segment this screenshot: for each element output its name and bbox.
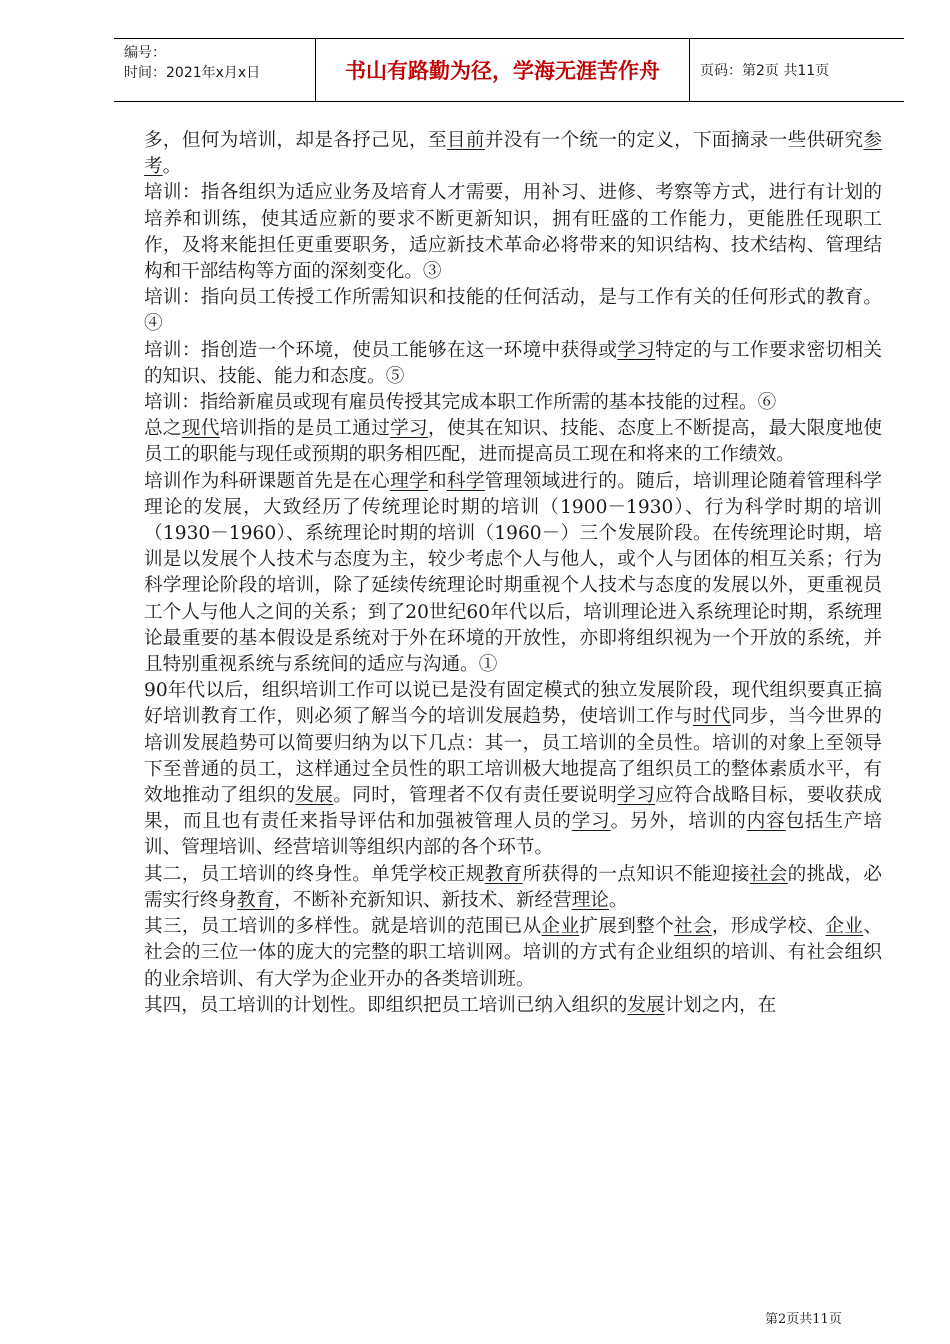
underlined-term: 教育 bbox=[484, 863, 523, 885]
text-run: 所获得的一点知识不能迎接 bbox=[522, 863, 750, 885]
text-run: 计划之内，在 bbox=[664, 994, 777, 1016]
underlined-term: 目前 bbox=[446, 130, 485, 151]
underlined-term: 教育 bbox=[236, 889, 275, 911]
underlined-term: 学习 bbox=[571, 811, 611, 833]
body-paragraph bbox=[144, 390, 882, 416]
text-run: 扩展到整个 bbox=[579, 916, 675, 938]
text-run: 包括生产培训、管理培训、经营培训等组织内部的各个环节。 bbox=[144, 811, 882, 859]
text-run: 90年代以后，组织培训工作可以说已是没有固定模式的独立发展阶段，现代组织要真正搞好培训教育工作，则必须了解当今的培训发展趋势，使培训工作与 bbox=[144, 680, 882, 728]
underlined-term: 现代 bbox=[181, 418, 220, 440]
underlined-term: 社会 bbox=[674, 916, 712, 938]
body-paragraph bbox=[144, 678, 882, 861]
underlined-term: 参考 bbox=[144, 130, 882, 178]
underlined-term: 理论 bbox=[571, 889, 609, 911]
underlined-term: 发展 bbox=[627, 994, 665, 1016]
body-paragraph bbox=[144, 469, 882, 679]
page-footer: 第2页共11页 bbox=[765, 1312, 842, 1327]
underlined-term: 企业 bbox=[541, 916, 580, 938]
text-run: 的挑战，必需实行终身 bbox=[144, 863, 882, 911]
text-run: 。同时，管理者不仅有责任要说明 bbox=[333, 785, 618, 807]
text-run: 多，但何为培训，却是各抒己见，至 bbox=[144, 130, 447, 151]
body-paragraph bbox=[144, 128, 882, 180]
text-run: 其二，员工培训的终身性。单凭学校正规 bbox=[144, 863, 485, 885]
body-paragraph bbox=[144, 338, 882, 390]
text-run: 培训：指创造一个环境，使员工能够在这一环境中获得或 bbox=[144, 339, 618, 361]
header-meta-cell bbox=[114, 39, 316, 101]
document-body bbox=[144, 128, 882, 1019]
text-run: 。 bbox=[162, 156, 182, 178]
underlined-term: 学习 bbox=[617, 785, 656, 807]
text-run: 。另外，培训的 bbox=[610, 811, 747, 833]
text-run: 。 bbox=[608, 889, 628, 911]
text-run: 培训：指给新雇员或现有雇员传授其完成本职工作所需的基本技能的过程。⑥ bbox=[144, 392, 777, 414]
body-paragraph bbox=[144, 862, 882, 914]
text-run: 应符合战略目标，要收获成果，而且也有责任来指导评估和加强被管理人员的 bbox=[144, 785, 882, 833]
text-run: 并没有一个统一的定义，下面摘录一些供研究 bbox=[484, 130, 864, 151]
text-run: 同步，当今世界的培训发展趋势可以简要归纳为以下几点：其一，员工培训的全员性。培训的对象上至领导下至普通的员工，这样通过全员性的职工培训极大地提高了组织员工的整体素质水平，有效地推动了组织的 bbox=[144, 706, 882, 807]
header-page-number: 页码：第2页 共11页 bbox=[700, 63, 830, 79]
text-run: 、社会的三位一体的庞大的完整的职工培训网。培训的方式有企业组织的培训、有社会组织的业余培训、有大学为企业开办的各类培训班。 bbox=[144, 916, 882, 990]
text-run: 管理领域进行的。随后，培训理论随着管理科学理论的发展，大致经历了传统理论时期的培训（1900－1930）、行为科学时期的培训（1930－1960）、系统理论时期的培训（1960－）三个发展阶段。在传统理论时期，培训是以发展个人技术与态度为主，较少考虑个人与他人，或个人与团体的相互关系；行为科学理论阶段的培训，除了延续传统理论时期重视个人技术与态度的发展以外，更重视员工个人与他人之间的关系；到了20世纪60年代以后，培训理论进入系统理论时期，系统理论最重要的基本假设是系统对于外在环境的开放性，亦即将组织视为一个开放的系统，并且特别重视系统与系统间的适应与沟通。① bbox=[144, 470, 882, 676]
body-paragraph bbox=[144, 180, 882, 285]
document-time-label: 时间：2021年x月x日 bbox=[124, 65, 261, 81]
underlined-term: 科学 bbox=[446, 470, 485, 492]
underlined-term: 社会 bbox=[749, 863, 788, 885]
text-run: 培训：指向员工传授工作所需知识和技能的任何活动，是与工作有关的任何形式的教育。④ bbox=[144, 287, 882, 335]
document-number-label: 编号： bbox=[124, 45, 166, 61]
text-run: 其四，员工培训的计划性。即组织把员工培训已纳入组织的 bbox=[144, 994, 628, 1016]
underlined-term: 时代 bbox=[693, 706, 731, 728]
page-header bbox=[114, 38, 904, 102]
body-paragraph bbox=[144, 416, 882, 468]
text-run: 总之 bbox=[144, 418, 182, 440]
underlined-term: 内容 bbox=[746, 811, 786, 833]
text-run: 和 bbox=[427, 470, 447, 492]
underlined-term: 学习 bbox=[390, 418, 428, 440]
text-run: ，使其在知识、技能、态度上不断提高，最大限度地使员工的职能与现任或预期的职务相匹配，进而提高员工现在和将来的工作绩效。 bbox=[144, 418, 882, 466]
text-run: 培训指的是员工通过 bbox=[219, 418, 391, 440]
text-run: ，形成学校、 bbox=[711, 916, 826, 938]
text-run: 培训作为科研课题首先是在心 bbox=[144, 470, 391, 492]
text-run: 特定的与工作要求密切相关的知识、技能、能力和态度。⑤ bbox=[144, 339, 882, 387]
underlined-term: 学习 bbox=[617, 339, 656, 361]
text-run: 培训：指各组织为适应业务及培育人才需要，用补习、进修、考察等方式，进行有计划的培养和训练，使其适应新的要求不断更新知识，拥有旺盛的工作能力，更能胜任现职工作，及将来能担任更重要职务，适应新技术革命必将带来的知识结构、技术结构、管理结构和干部结构等方面的深刻变化。③ bbox=[144, 182, 882, 283]
text-run: 其三，员工培训的多样性。就是培训的范围已从 bbox=[144, 916, 542, 938]
text-run: ，不断补充新知识、新技术、新经营 bbox=[274, 889, 572, 911]
body-paragraph bbox=[144, 993, 882, 1019]
header-slogan: 书山有路勤为径，学海无涯苦作舟 bbox=[316, 39, 690, 101]
underlined-term: 企业 bbox=[825, 916, 864, 938]
underlined-term: 理学 bbox=[390, 470, 428, 492]
body-paragraph bbox=[144, 285, 882, 337]
body-paragraph bbox=[144, 914, 882, 993]
underlined-term: 发展 bbox=[295, 785, 334, 807]
